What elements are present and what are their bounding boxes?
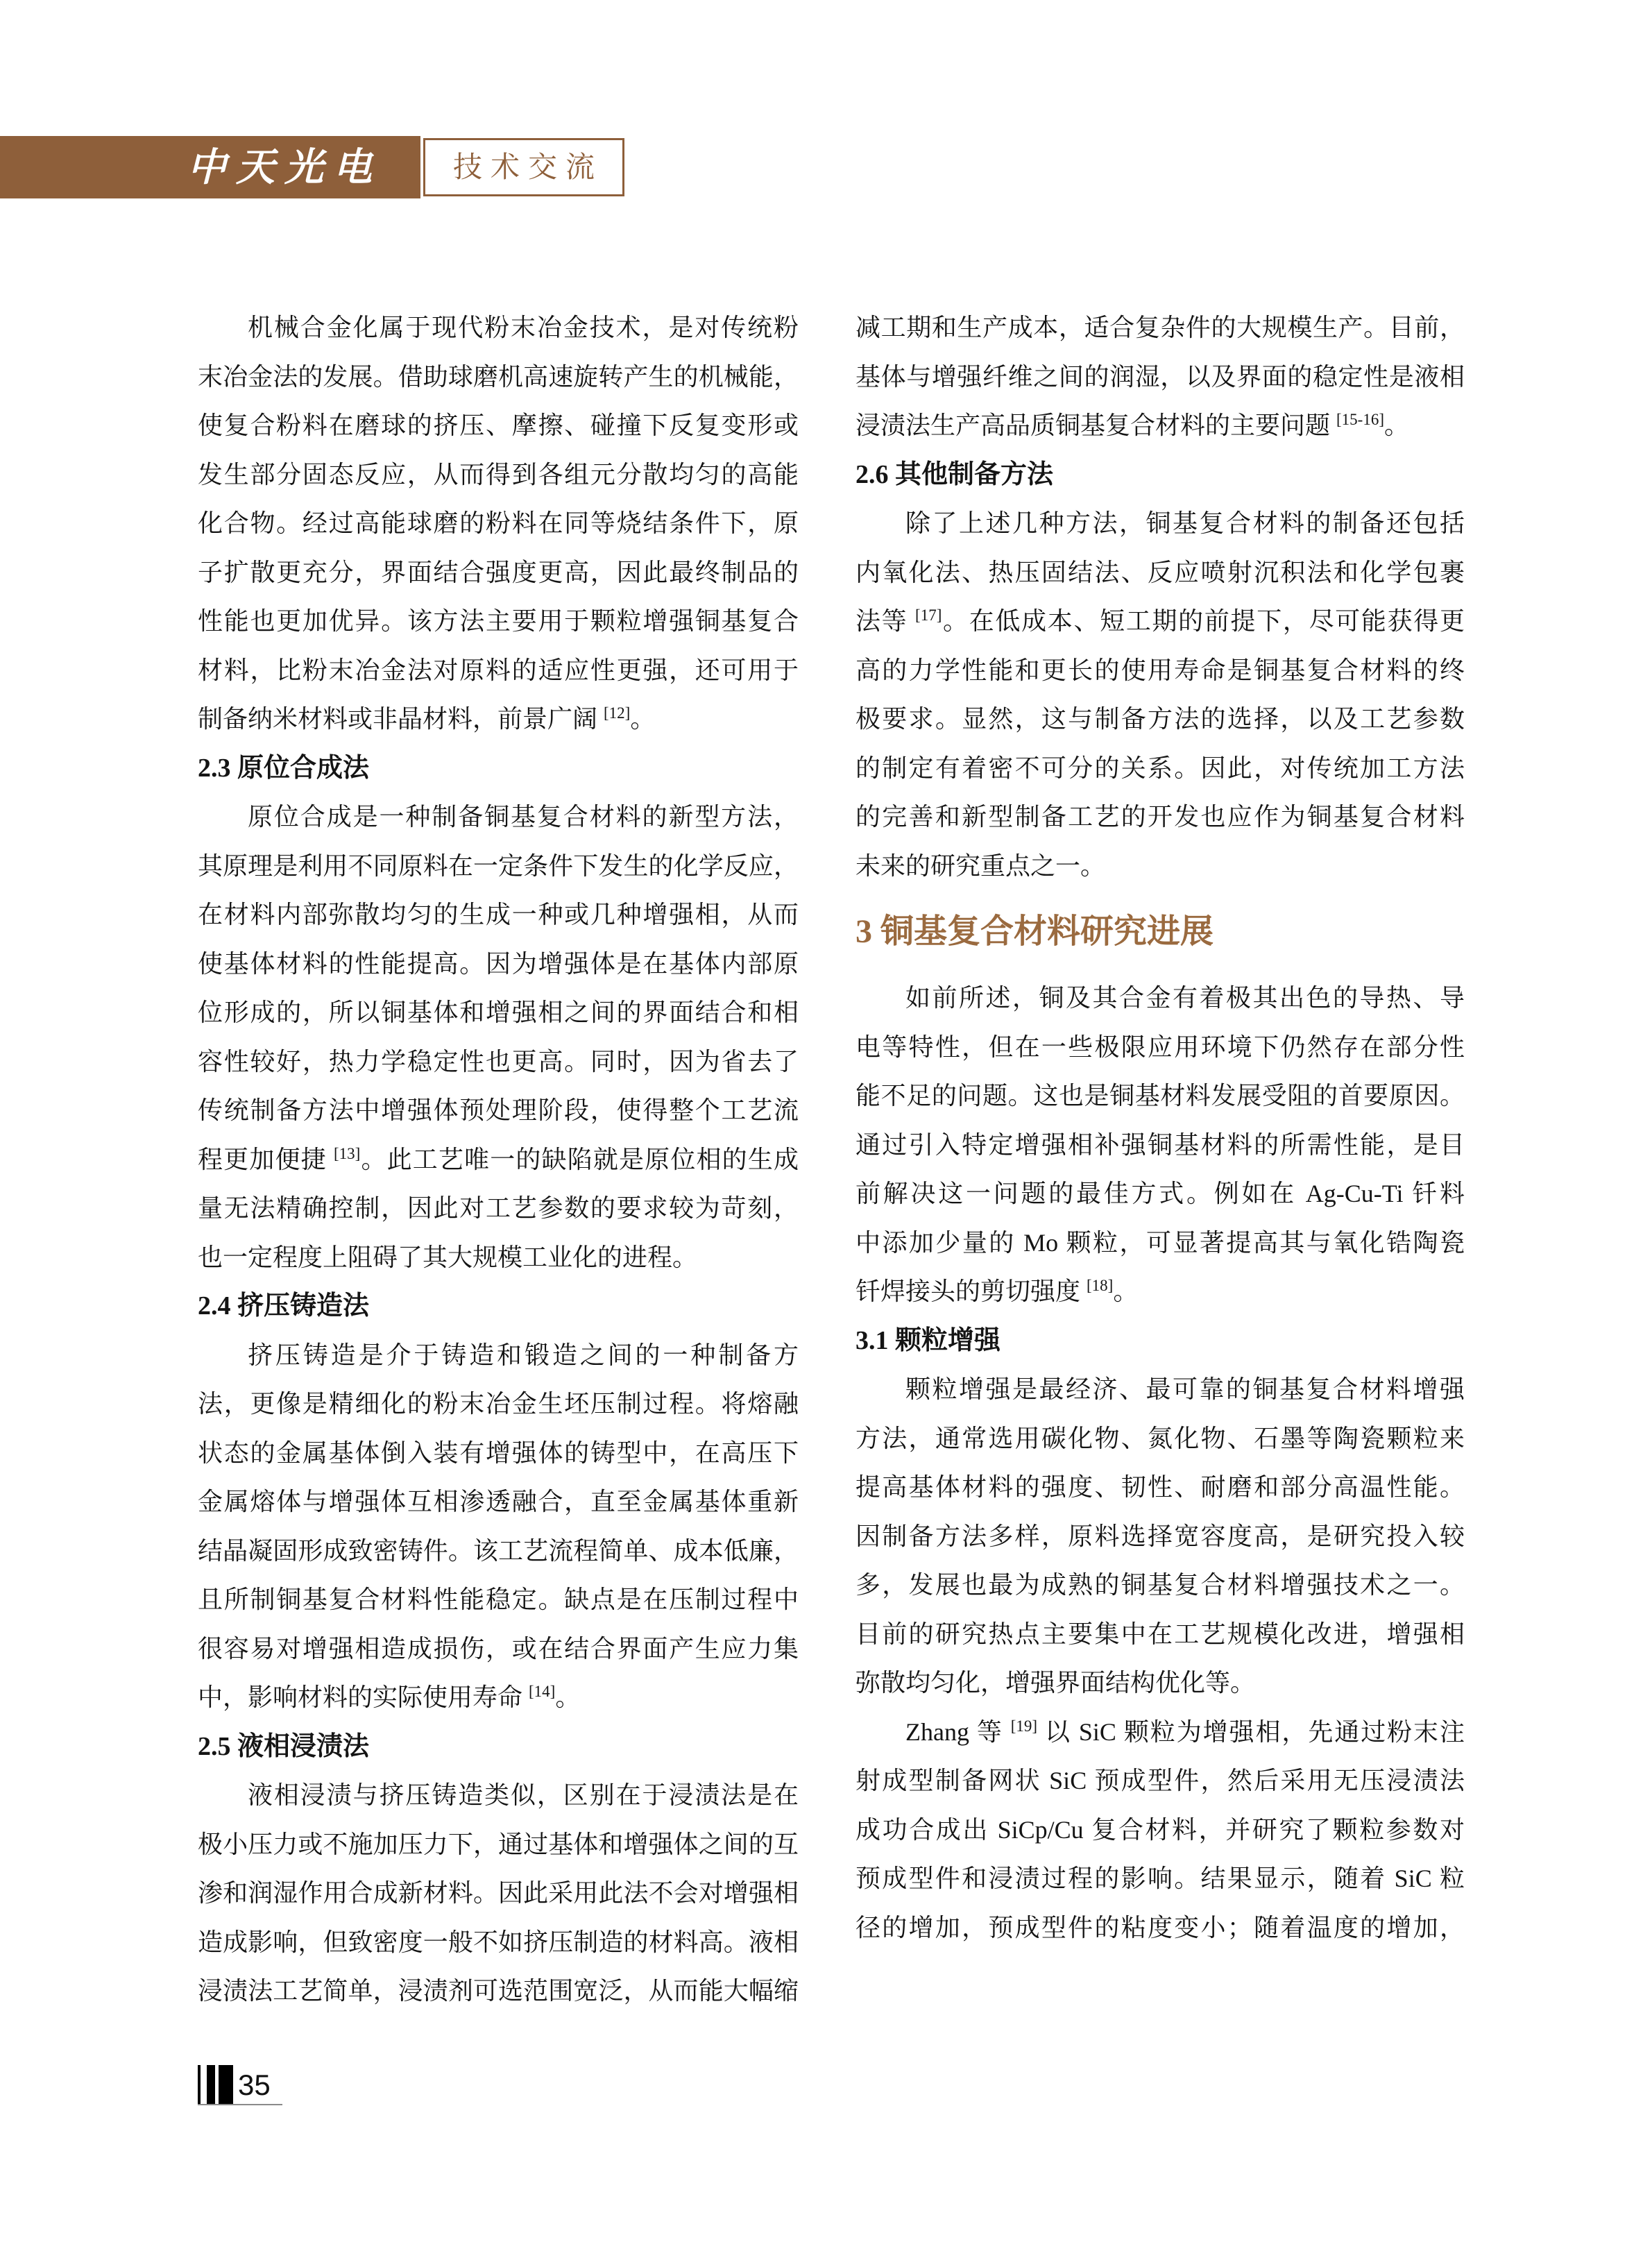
text-line: 很容易对增强相造成损伤，或在结合界面产生应力集	[198, 1634, 799, 1663]
text-line: 极要求。显然，这与制备方法的选择，以及工艺参数	[855, 705, 1465, 733]
citation-ref: [14]	[529, 1683, 556, 1700]
text-segment: 法等	[855, 607, 916, 635]
text-line: 通过引入特定增强相补强铜基材料的所需性能，是目	[855, 1130, 1465, 1159]
text-line: 结晶凝固形成致密铸件。该工艺流程简单、成本低廉，	[198, 1536, 799, 1565]
text-segment: 。	[630, 705, 656, 733]
text-line: 电等特性，但在一些极限应用环境下仍然存在部分性	[855, 1033, 1465, 1061]
text-line: 内氧化法、热压固结法、反应喷射沉积法和化学包裹	[855, 558, 1465, 586]
section-heading-2-5: 2.5 液相浸渍法	[198, 1731, 370, 1761]
text-line: 原位合成是一种制备铜基复合材料的新型方法，	[248, 803, 799, 831]
text-line: 预成型件和浸渍过程的影响。结果显示，随着 SiC 粒	[855, 1865, 1465, 1892]
text-segment: 。此工艺唯一的缺陷就是原位相的生成	[360, 1145, 799, 1173]
citation-ref: [18]	[1087, 1277, 1114, 1294]
text-line	[198, 1135, 799, 1184]
text-line: 方法，通常选用碳化物、氮化物、石墨等陶瓷颗粒来	[855, 1424, 1465, 1452]
citation-ref: [15-16]	[1336, 411, 1384, 428]
masthead-brand-bar	[0, 136, 420, 198]
text-line: 如前所述，铜及其合金有着极其出色的导热、导	[905, 984, 1465, 1012]
text-line	[855, 597, 1465, 646]
text-line: 传统制备方法中增强体预处理阶段，使得整个工艺流	[198, 1096, 799, 1124]
right-text-column	[855, 303, 1465, 1952]
text-line: 发生部分固态反应，从而得到各组元分散均匀的高能	[198, 460, 799, 489]
text-line: 的完善和新型制备工艺的开发也应作为铜基复合材料	[855, 803, 1465, 831]
text-line: 且所制铜基复合材料性能稳定。缺点是在压制过程中	[198, 1586, 799, 1613]
text-line: 的制定有着密不可分的关系。因此，对传统加工方法	[855, 754, 1465, 782]
text-line: 液相浸渍与挤压铸造类似，区别在于浸渍法是在	[248, 1781, 799, 1809]
text-line: 极小压力或不施加压力下，通过基体和增强体之间的互	[198, 1830, 799, 1858]
text-line: 能不足的问题。这也是铜基材料发展受阻的首要原因。	[855, 1082, 1465, 1110]
text-line: 浸渍法工艺简单，浸渍剂可选范围宽泛，从而能大幅缩	[198, 1977, 799, 2005]
footer-bar	[207, 2065, 215, 2104]
section-heading-2-3: 2.3 原位合成法	[198, 753, 370, 783]
text-line: 因制备方法多样，原料选择宽容度高，是研究投入较	[855, 1522, 1465, 1550]
text-line: 金属熔体与增强体互相渗透融合，直至金属基体重新	[198, 1488, 799, 1515]
text-line: 机械合金化属于现代粉末冶金技术，是对传统粉	[248, 314, 799, 341]
text-line: 除了上述几种方法，铜基复合材料的制备还包括	[905, 509, 1465, 537]
text-line: 在材料内部弥散均匀的生成一种或几种增强相，从而	[198, 901, 799, 928]
section-heading-3-1: 3.1 颗粒增强	[855, 1325, 1001, 1355]
text-line: 渗和润湿作用合成新材料。因此采用此法不会对增强相	[198, 1879, 799, 1907]
text-segment: Zhang 等	[905, 1717, 1011, 1746]
text-line: 子扩散更充分，界面结合强度更高，因此最终制品的	[198, 558, 799, 586]
citation-ref: [19]	[1010, 1717, 1038, 1735]
text-line: 射成型制备网状 SiC 预成型件，然后采用无压浸渍法	[855, 1767, 1465, 1794]
section-heading-2-6: 2.6 其他制备方法	[855, 459, 1054, 489]
text-segment: 中，影响材料的实际使用寿命	[198, 1683, 529, 1711]
text-line: 也一定程度上阻碍了其大规模工业化的进程。	[198, 1243, 698, 1271]
text-line: 使基体材料的性能提高。因为增强体是在基体内部原	[198, 949, 799, 978]
page-number: 35	[238, 2069, 271, 2101]
text-line: 造成影响，但致密度一般不如挤压制造的材料高。液相	[198, 1928, 799, 1956]
text-line: 容性较好，热力学稳定性也更高。同时，因为省去了	[198, 1047, 799, 1076]
left-text-column	[198, 303, 799, 2016]
footer-bar	[219, 2065, 233, 2104]
journal-logo: 中天光电	[187, 144, 382, 190]
section-label-box	[423, 138, 624, 196]
footer-bar	[198, 2065, 201, 2104]
text-line: 减工期和生产成本，适合复杂件的大规模生产。目前，	[855, 314, 1465, 341]
text-line	[198, 695, 799, 744]
text-line	[855, 1267, 1465, 1316]
text-segment: 制备纳米材料或非晶材料，前景广阔	[198, 705, 604, 733]
text-line: 成功合成出 SiCp/Cu 复合材料，并研究了颗粒参数对	[855, 1815, 1465, 1844]
footer-rule	[198, 2104, 282, 2105]
citation-ref: [13]	[333, 1144, 361, 1162]
text-segment: 。	[1113, 1277, 1139, 1305]
text-line: 多，发展也最为成熟的铜基复合材料增强技术之一。	[855, 1571, 1465, 1599]
text-line: 基体与增强纤维之间的润湿，以及界面的稳定性是液相	[855, 362, 1465, 391]
text-line: 颗粒增强是最经济、最可靠的铜基复合材料增强	[905, 1375, 1465, 1403]
citation-ref: [17]	[915, 606, 942, 624]
text-segment: 。在低成本、短工期的前提下，尽可能获得更	[942, 607, 1465, 635]
text-line: 挤压铸造是介于铸造和锻造之间的一种制备方	[248, 1341, 799, 1369]
text-segment: 钎焊接头的剪切强度	[855, 1277, 1087, 1305]
text-segment: 以 SiC 颗粒为增强相，先通过粉末注	[1037, 1717, 1465, 1746]
section-heading-2-4: 2.4 挤压铸造法	[198, 1291, 370, 1320]
text-line: 高的力学性能和更长的使用寿命是铜基复合材料的终	[855, 656, 1465, 684]
text-line: 弥散均匀化，增强界面结构优化等。	[855, 1669, 1256, 1697]
text-line: 其原理是利用不同原料在一定条件下发生的化学反应，	[198, 851, 799, 880]
text-segment: 浸渍法生产高品质铜基复合材料的主要问题	[855, 411, 1337, 439]
text-segment: 。	[1384, 411, 1410, 439]
text-segment: 程更加便捷	[198, 1145, 334, 1173]
text-line: 末冶金法的发展。借助球磨机高速旋转产生的机械能，	[198, 362, 799, 391]
text-line: 径的增加，预成型件的粘度变小；随着温度的增加，	[855, 1913, 1465, 1942]
text-line	[855, 401, 1465, 450]
text-line: 目前的研究热点主要集中在工艺规模化改进，增强相	[855, 1620, 1465, 1648]
text-line: 化合物。经过高能球磨的粉料在同等烧结条件下，原	[198, 509, 799, 537]
text-line: 量无法精确控制，因此对工艺参数的要求较为苛刻，	[198, 1194, 799, 1222]
citation-ref: [12]	[604, 704, 631, 722]
text-line: 未来的研究重点之一。	[855, 851, 1106, 880]
text-line	[198, 1673, 799, 1722]
chapter-heading-3: 3 铜基复合材料研究进展	[855, 913, 1214, 950]
text-segment: 。	[555, 1683, 581, 1711]
text-line: 前解决这一问题的最佳方式。例如在 Ag-Cu-Ti 钎料	[855, 1180, 1465, 1207]
text-line: 法，更像是精细化的粉末冶金生坯压制过程。将熔融	[198, 1390, 799, 1418]
text-line: 中添加少量的 Mo 颗粒，可显著提高其与氧化锆陶瓷	[855, 1228, 1465, 1257]
text-line: 状态的金属基体倒入装有增强体的铸型中，在高压下	[198, 1438, 799, 1467]
text-line: 材料，比粉末冶金法对原料的适应性更强，还可用于	[198, 656, 799, 684]
text-line	[855, 1708, 1465, 1757]
text-line: 性能也更加优异。该方法主要用于颗粒增强铜基复合	[198, 607, 799, 635]
section-label: 技术交流	[452, 151, 603, 183]
text-line: 使复合粉料在磨球的挤压、摩擦、碰撞下反复变形或	[198, 411, 799, 439]
text-line: 提高基体材料的强度、韧性、耐磨和部分高温性能。	[855, 1473, 1465, 1501]
text-line: 位形成的，所以铜基体和增强相之间的界面结合和相	[198, 999, 799, 1026]
